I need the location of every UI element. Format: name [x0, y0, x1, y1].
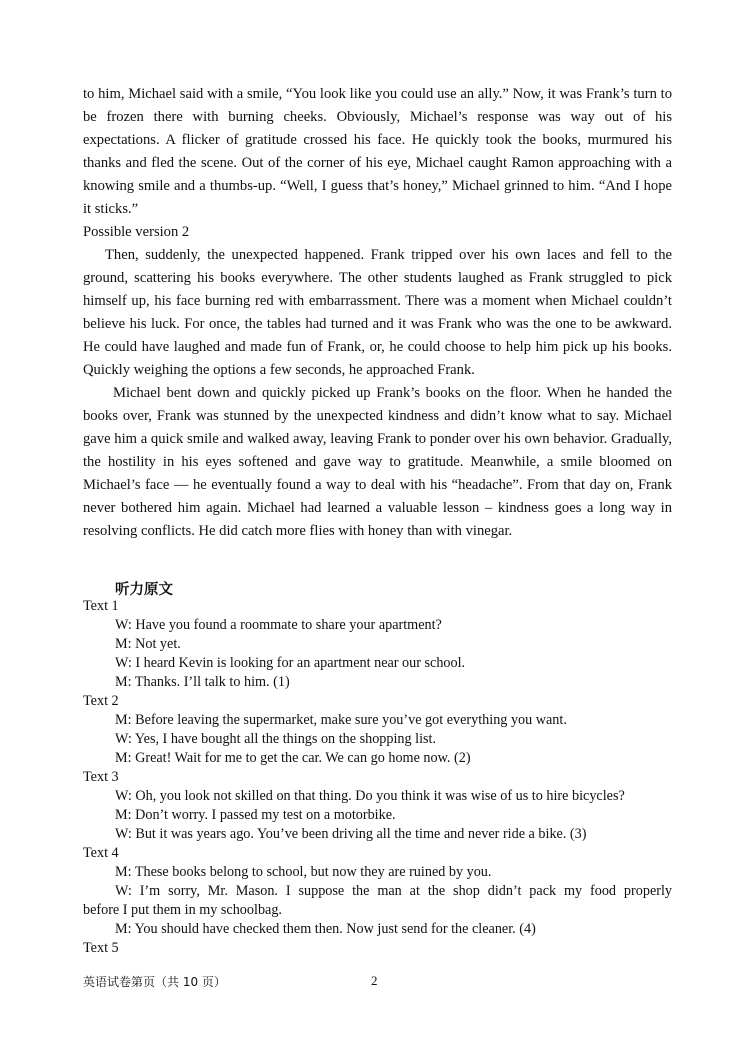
dialogue-line: M: Thanks. I’ll talk to him. (1)	[115, 674, 290, 690]
essay-paragraph-1: to him, Michael said with a smile, “You look like you could use an ally.” Now, it was Frank’s turn to be frozen there with burning cheeks. Obviously, Michael’s response was way out of his expectations. A flicker of gratitude crossed his face. He quickly took the books, murmured his thanks and fled the scene. Out of the corner of his eye, Michael caught Ramon approaching with a knowing smile and a thumbs-up. “Well, I guess that’s honey,” Michael grinned to him. “And I hope it sticks.”	[83, 86, 672, 217]
text-1-label: Text 1	[83, 598, 119, 614]
dialogue-line: W: I’m sorry, Mr. Mason. I suppose the man at the shop didn’t pack my food properly	[115, 883, 672, 899]
footer-page-number: 2	[371, 973, 378, 988]
essay-paragraph-3: Michael bent down and quickly picked up Frank’s books on the floor. When he handed the books over, Frank was stunned by the unexpected kindness and didn’t know what to say. Michael gave him a quick smile and walked away, leaving Frank to ponder over his own behavior. Gradually, the hostility in his eyes softened and gave way to gratitude. Meanwhile, a smile bloomed on Michael’s face — he eventually found a way to deal with his “headache”. From that day on, Frank never bothered him again. Michael had learned a valuable lesson – kindness goes a long way in resolving conflicts. He did catch more flies with honey than with vinegar.	[83, 385, 672, 539]
dialogue-line: M: You should have checked them then. Now just send for the cleaner. (4)	[115, 921, 536, 937]
essay-paragraph-2: Then, suddenly, the unexpected happened. Frank tripped over his own laces and fell to the ground, scattering his books everywhere. The other students laughed as Frank struggled to pick himself up, his face burning red with embarrassment. There was a moment when Michael couldn’t believe his luck. For once, the tables had turned and it was Frank who was the one to be awkward. He could have laughed and made fun of Frank, or, he could choose to help him pick up his books. Quickly weighing the options a few seconds, he approached Frank.	[83, 247, 672, 378]
dialogue-line: M: These books belong to school, but now they are ruined by you.	[115, 864, 492, 880]
dialogue-line: W: Yes, I have bought all the things on the shopping list.	[115, 731, 437, 747]
dialogue-line-continuation: before I put them in my schoolbag.	[83, 902, 282, 918]
listening-section-title: 听力原文	[115, 582, 173, 598]
text-4-label: Text 4	[83, 845, 119, 861]
text-5-label: Text 5	[83, 940, 119, 956]
footer-exam-info: 英语试卷第页（共 10 页）	[83, 975, 226, 989]
dialogue-line: W: But it was years ago. You’ve been driving all the time and never ride a bike. (3)	[115, 826, 587, 842]
dialogue-line: W: Oh, you look not skilled on that thing. Do you think it was wise of us to hire bicycles?	[115, 788, 625, 804]
text-3-label: Text 3	[83, 769, 119, 785]
essay-body	[83, 83, 672, 543]
listening-transcript	[83, 597, 672, 958]
dialogue-line: W: I heard Kevin is looking for an apartment near our school.	[115, 655, 466, 671]
dialogue-line: M: Don’t worry. I passed my test on a motorbike.	[115, 807, 396, 823]
text-2-label: Text 2	[83, 693, 119, 709]
dialogue-line: M: Great! Wait for me to get the car. We can go home now. (2)	[115, 750, 471, 766]
dialogue-line: M: Not yet.	[115, 636, 181, 652]
dialogue-line: W: Have you found a roommate to share your apartment?	[115, 617, 442, 633]
dialogue-line: M: Before leaving the supermarket, make sure you’ve got everything you want.	[115, 712, 567, 728]
version-heading: Possible version 2	[83, 224, 190, 240]
